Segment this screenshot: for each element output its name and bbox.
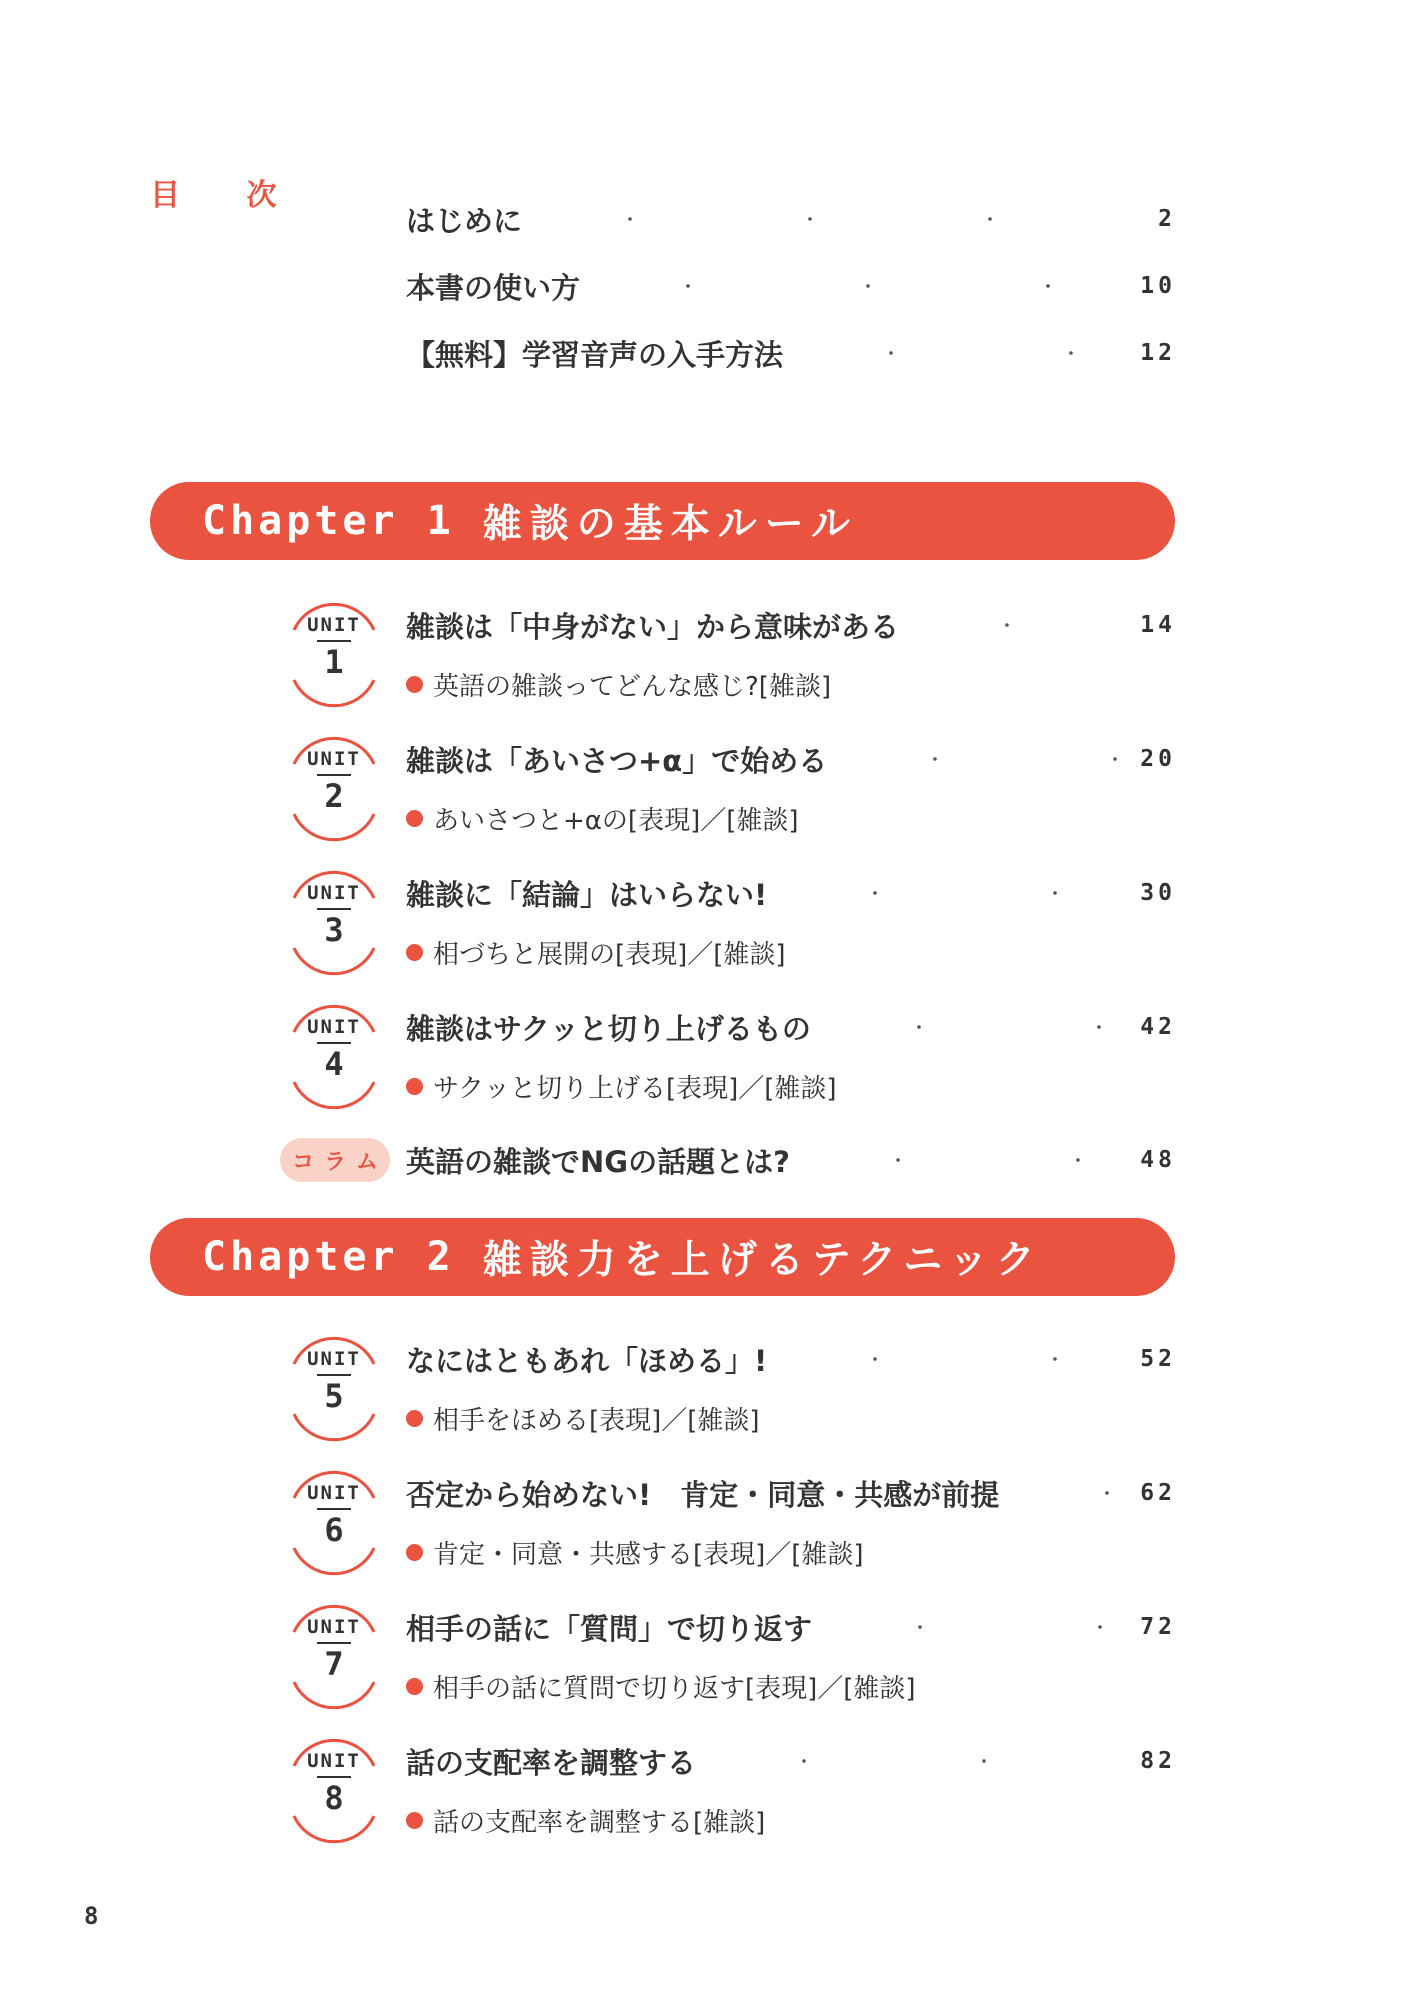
unit-7-entry[interactable] — [280, 1602, 1176, 1712]
dot-leader — [598, 283, 1126, 289]
unit-title: 雑談はサクッと切り上げるもの — [406, 1011, 811, 1046]
unit-word: UNIT — [307, 882, 361, 904]
page-number: 14 — [1140, 612, 1176, 638]
dot-leader — [714, 1758, 1126, 1764]
unit-subtitle-row — [406, 1398, 760, 1438]
unit-badge — [286, 1002, 382, 1112]
unit-number: 5 — [324, 1377, 344, 1415]
bullet-dot-icon — [406, 944, 423, 961]
unit-badge — [286, 1468, 382, 1578]
unit-divider — [317, 1508, 351, 1510]
unit-3-entry[interactable] — [280, 868, 1176, 978]
unit-subtitle-row — [406, 932, 786, 972]
unit-subtitle-row — [406, 1532, 864, 1572]
unit-title: 相手の話に「質問」で切り返す — [406, 1611, 813, 1646]
dot-leader — [540, 216, 1144, 222]
unit-divider — [317, 1374, 351, 1376]
unit-divider — [317, 908, 351, 910]
unit-subtitle-row — [406, 1800, 765, 1840]
entry-title: 【無料】学習音声の入手方法 — [406, 337, 784, 372]
bullet-dot-icon — [406, 1410, 423, 1427]
entry-title: はじめに — [406, 203, 523, 238]
dot-leader — [1017, 1490, 1126, 1496]
unit-subtitle: 英語の雑談ってどんな感じ?[雑談] — [433, 671, 832, 702]
page-number: 48 — [1140, 1147, 1176, 1173]
unit-title-row — [406, 1334, 1176, 1384]
page-number: 20 — [1140, 746, 1176, 772]
bullet-dot-icon — [406, 810, 423, 827]
unit-6-entry[interactable] — [280, 1468, 1176, 1578]
unit-subtitle: 相手の話に質問で切り返す[表現]／[雑談] — [433, 1673, 916, 1704]
dot-leader — [801, 350, 1126, 356]
unit-badge — [286, 1334, 382, 1444]
unit-1-entry[interactable] — [280, 600, 1176, 710]
unit-subtitle: サクッと切り上げる[表現]／[雑談] — [433, 1073, 837, 1104]
unit-divider — [317, 774, 351, 776]
dot-leader — [829, 1024, 1126, 1030]
page-number: 30 — [1140, 880, 1176, 906]
page-folio: 8 — [84, 1902, 99, 1930]
unit-word: UNIT — [307, 1348, 361, 1370]
unit-5-entry[interactable] — [280, 1334, 1176, 1444]
unit-word: UNIT — [307, 1482, 361, 1504]
unit-subtitle: あいさつと+αの[表現]／[雑談] — [433, 805, 799, 836]
unit-subtitle-row — [406, 798, 799, 838]
unit-divider — [317, 1776, 351, 1778]
unit-title-row — [406, 868, 1176, 918]
unit-title-row — [406, 1736, 1176, 1786]
page-number: 2 — [1158, 206, 1176, 232]
column-badge: コラム — [280, 1138, 390, 1182]
unit-badge — [286, 1602, 382, 1712]
bullet-dot-icon — [406, 1544, 423, 1561]
column-entry[interactable] — [280, 1135, 1176, 1185]
unit-subtitle: 話の支配率を調整する[雑談] — [433, 1807, 766, 1838]
dot-leader — [785, 890, 1126, 896]
unit-8-entry[interactable] — [280, 1736, 1176, 1846]
toc-heading: 目 次 — [150, 178, 305, 213]
unit-number: 3 — [324, 911, 344, 949]
unit-title: 否定から始めない! 肯定・同意・共感が前提 — [406, 1477, 1000, 1512]
unit-title-row — [406, 1602, 1176, 1652]
dot-leader — [785, 1356, 1126, 1362]
unit-word: UNIT — [307, 1616, 361, 1638]
page-number: 72 — [1140, 1614, 1176, 1640]
unit-divider — [317, 1642, 351, 1644]
page-number: 10 — [1140, 273, 1176, 299]
unit-subtitle: 相づちと展開の[表現]／[雑談] — [433, 939, 786, 970]
unit-2-entry[interactable] — [280, 734, 1176, 844]
unit-title-row — [406, 734, 1176, 784]
unit-title: 雑談に「結論」はいらない! — [406, 877, 768, 912]
unit-title: なにはともあれ「ほめる」! — [406, 1343, 768, 1378]
unit-word: UNIT — [307, 1016, 361, 1038]
bullet-dot-icon — [406, 676, 423, 693]
chapter-label: Chapter 2 — [202, 1234, 455, 1280]
chapter-2-banner[interactable] — [150, 1218, 1175, 1296]
unit-word: UNIT — [307, 748, 361, 770]
unit-number: 7 — [324, 1645, 344, 1683]
unit-subtitle-row — [406, 1066, 837, 1106]
toc-entry-how-to-use[interactable] — [406, 261, 1176, 311]
unit-badge — [286, 1736, 382, 1846]
toc-entry-audio-download[interactable] — [406, 328, 1176, 378]
page-number: 82 — [1140, 1748, 1176, 1774]
unit-number: 1 — [324, 643, 344, 681]
unit-title-row — [406, 1468, 1176, 1518]
unit-subtitle-row — [406, 664, 831, 704]
unit-title-row — [406, 600, 1176, 650]
unit-divider — [317, 640, 351, 642]
bullet-dot-icon — [406, 1678, 423, 1695]
unit-divider — [317, 1042, 351, 1044]
unit-4-entry[interactable] — [280, 1002, 1176, 1112]
unit-badge — [286, 734, 382, 844]
page-number: 62 — [1140, 1480, 1176, 1506]
chapter-title: 雑談力を上げるテクニック — [482, 1238, 1043, 1283]
unit-number: 2 — [324, 777, 344, 815]
unit-subtitle-row — [406, 1666, 916, 1706]
chapter-label: Chapter 1 — [202, 498, 455, 544]
unit-subtitle: 相手をほめる[表現]／[雑談] — [433, 1405, 760, 1436]
unit-number: 6 — [324, 1511, 344, 1549]
page-number: 12 — [1140, 340, 1176, 366]
dot-leader — [808, 1157, 1126, 1163]
unit-badge — [286, 868, 382, 978]
page-number: 52 — [1140, 1346, 1176, 1372]
chapter-1-banner[interactable] — [150, 482, 1175, 560]
unit-title: 話の支配率を調整する — [406, 1745, 697, 1780]
toc-entry-introduction[interactable] — [406, 194, 1176, 244]
chapter-title: 雑談の基本ルール — [482, 502, 858, 547]
page-number: 42 — [1140, 1014, 1176, 1040]
bullet-dot-icon — [406, 1812, 423, 1829]
column-title: 英語の雑談でNGの話題とは? — [406, 1144, 790, 1179]
unit-subtitle: 肯定・同意・共感する[表現]／[雑談] — [433, 1539, 864, 1570]
dot-leader — [845, 756, 1126, 762]
unit-badge — [286, 600, 382, 710]
unit-word: UNIT — [307, 1750, 361, 1772]
unit-title: 雑談は「あいさつ+α」で始める — [406, 743, 828, 778]
unit-word: UNIT — [307, 614, 361, 636]
unit-number: 8 — [324, 1779, 344, 1817]
unit-number: 4 — [324, 1045, 344, 1083]
unit-title: 雑談は「中身がない」から意味がある — [406, 609, 900, 644]
dot-leader — [830, 1624, 1126, 1630]
bullet-dot-icon — [406, 1078, 423, 1095]
unit-title-row — [406, 1002, 1176, 1052]
dot-leader — [917, 622, 1126, 628]
entry-title: 本書の使い方 — [406, 270, 581, 305]
